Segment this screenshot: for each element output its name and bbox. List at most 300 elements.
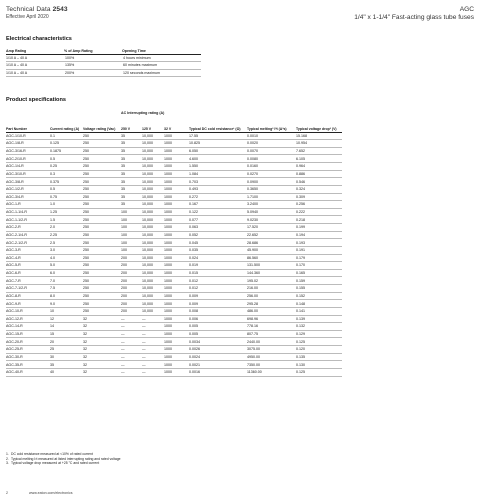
- table-cell: 250: [83, 193, 121, 201]
- table-cell: 1000: [164, 132, 189, 140]
- table-cell: 10,000: [142, 300, 164, 308]
- footnote-text: Typical voltage drop measured at +25 °C and rated current: [11, 461, 100, 466]
- table-cell: 0.0010: [247, 132, 296, 140]
- column-header: Opening Time: [122, 48, 201, 54]
- table-cell: 1000: [164, 224, 189, 232]
- table-cell: 295.28: [247, 300, 296, 308]
- table-cell: 0.125: [50, 140, 83, 148]
- table-cell: 216.00: [247, 285, 296, 293]
- table-cell: 10,000: [142, 140, 164, 148]
- table-cell: —: [142, 353, 164, 361]
- column-header: 32 V: [164, 117, 189, 132]
- table-cell: 0.222: [296, 208, 342, 216]
- table-cell: 0.886: [296, 170, 342, 178]
- table-cell: AGC-2-1/4-R: [6, 231, 50, 239]
- table-cell: 250: [83, 254, 121, 262]
- table-cell: 0.006: [189, 315, 247, 323]
- table-row: [6, 163, 342, 171]
- table-cell: 35: [121, 155, 142, 163]
- table-cell: AGC-25-R: [6, 346, 50, 354]
- table-cell: 15: [50, 330, 83, 338]
- table-cell: 1000: [164, 323, 189, 331]
- table-cell: 0.0021: [189, 361, 247, 369]
- table-cell: 0.0160: [247, 163, 296, 171]
- table-cell: 0.170: [296, 262, 342, 270]
- table-cell: 3.0: [50, 246, 83, 254]
- table-cell: AGC-8-R: [6, 292, 50, 300]
- page-header: [6, 6, 474, 26]
- table-cell: AGC-7-R: [6, 277, 50, 285]
- table-cell: AGC-1-1/4-R: [6, 208, 50, 216]
- table-row: [6, 231, 342, 239]
- table-cell: 1000: [164, 361, 189, 369]
- table-cell: AGC-14-R: [6, 323, 50, 331]
- table-cell: 0.309: [296, 193, 342, 201]
- table-row: [6, 323, 342, 331]
- table-cell: 22.652: [247, 231, 296, 239]
- table-cell: 200: [121, 307, 142, 315]
- product-table: [6, 117, 342, 377]
- table-cell: 250: [83, 147, 121, 155]
- table-cell: 32: [83, 361, 121, 369]
- table-cell: 35: [121, 140, 142, 148]
- table-cell: 1000: [164, 155, 189, 163]
- table-cell: AGC-4-R: [6, 254, 50, 262]
- table-cell: 250: [83, 292, 121, 300]
- table-cell: 10,000: [142, 262, 164, 270]
- table-cell: 1/10 A – 40 A: [6, 69, 64, 77]
- table-cell: 0.063: [189, 224, 247, 232]
- table-cell: AGC-2/10-R: [6, 155, 50, 163]
- table-cell: 0.25: [50, 163, 83, 171]
- table-cell: —: [121, 315, 142, 323]
- product-description: 1/4" x 1-1/4" Fast-acting glass tube fuses: [354, 14, 474, 21]
- table-cell: AGC-30-R: [6, 353, 50, 361]
- table-cell: 10,000: [142, 193, 164, 201]
- product-family: AGC: [459, 6, 474, 13]
- table-cell: 7.652: [296, 147, 342, 155]
- table-cell: 4.0: [50, 254, 83, 262]
- table-cell: 0.1875: [50, 147, 83, 155]
- table-cell: 250: [83, 208, 121, 216]
- table-row: [6, 246, 342, 254]
- table-cell: 0.009: [189, 292, 247, 300]
- table-cell: 25: [50, 346, 83, 354]
- table-cell: AGC-3-R: [6, 246, 50, 254]
- ac-interrupting-caption: AC Interrupting rating (A): [121, 111, 165, 115]
- table-row: [6, 338, 342, 346]
- table-cell: 32: [83, 330, 121, 338]
- table-row: [6, 307, 342, 315]
- table-cell: 0.167: [189, 201, 247, 209]
- table-cell: 5.0: [50, 262, 83, 270]
- table-cell: 1000: [164, 346, 189, 354]
- table-cell: 0.139: [296, 315, 342, 323]
- table-cell: —: [142, 338, 164, 346]
- table-cell: 10,000: [142, 292, 164, 300]
- product-table-body: [6, 132, 342, 376]
- table-cell: 200: [121, 292, 142, 300]
- table-cell: 35: [121, 201, 142, 209]
- table-cell: 250: [83, 155, 121, 163]
- table-cell: 6.105: [296, 155, 342, 163]
- column-header: Typical melting² I²t (A²s): [247, 117, 296, 132]
- table-cell: 1000: [164, 285, 189, 293]
- table-cell: 0.077: [189, 216, 247, 224]
- electrical-table-body: [6, 54, 201, 77]
- column-header: 250 V: [121, 117, 142, 132]
- table-cell: AGC-1/10-R: [6, 132, 50, 140]
- table-cell: 250: [83, 132, 121, 140]
- title-number: 2543: [52, 6, 68, 13]
- table-cell: 10,000: [142, 163, 164, 171]
- table-cell: 10,000: [142, 178, 164, 186]
- table-cell: 11360.00: [247, 368, 296, 376]
- table-cell: 32: [83, 315, 121, 323]
- table-cell: 0.165: [296, 269, 342, 277]
- footnotes: [6, 452, 121, 466]
- table-cell: 200: [121, 262, 142, 270]
- table-cell: 35: [121, 185, 142, 193]
- table-cell: 10,000: [142, 239, 164, 247]
- header-right: [354, 6, 474, 21]
- table-cell: 486.00: [247, 307, 296, 315]
- table-cell: 1000: [164, 277, 189, 285]
- table-row: [6, 269, 342, 277]
- table-cell: 0.148: [296, 300, 342, 308]
- table-cell: 0.272: [189, 193, 247, 201]
- table-row: [6, 285, 342, 293]
- table-cell: 1.084: [189, 170, 247, 178]
- table-cell: 1000: [164, 368, 189, 376]
- table-cell: 250: [83, 285, 121, 293]
- table-cell: 250: [83, 163, 121, 171]
- table-cell: 0.3650: [247, 185, 296, 193]
- column-header: 125 V: [142, 117, 164, 132]
- table-cell: 1000: [164, 170, 189, 178]
- table-cell: 2440.00: [247, 338, 296, 346]
- table-cell: AGC-1-R: [6, 201, 50, 209]
- table-cell: 1.0: [50, 201, 83, 209]
- table-cell: 9.0230: [247, 216, 296, 224]
- electrical-table: [6, 48, 201, 77]
- table-cell: 200%: [64, 69, 122, 77]
- table-row: [6, 300, 342, 308]
- table-cell: 28.686: [247, 239, 296, 247]
- table-cell: 0.035: [189, 246, 247, 254]
- table-cell: 40: [50, 368, 83, 376]
- table-row: [6, 140, 342, 148]
- table-cell: 0.008: [189, 307, 247, 315]
- table-cell: 35: [50, 361, 83, 369]
- table-cell: 35: [121, 132, 142, 140]
- table-cell: 0.0016: [189, 368, 247, 376]
- table-cell: 10,000: [142, 185, 164, 193]
- table-cell: AGC-6-R: [6, 269, 50, 277]
- table-cell: —: [121, 353, 142, 361]
- table-cell: AGC-10-R: [6, 307, 50, 315]
- table-cell: 250: [83, 300, 121, 308]
- table-cell: —: [142, 346, 164, 354]
- table-cell: 1.5: [50, 216, 83, 224]
- table-cell: 1000: [164, 254, 189, 262]
- table-cell: 1000: [164, 140, 189, 148]
- table-row: [6, 254, 342, 262]
- table-cell: 12: [50, 315, 83, 323]
- table-cell: AGC-2-1/2-R: [6, 239, 50, 247]
- table-cell: 10: [50, 307, 83, 315]
- table-cell: 0.0070: [247, 147, 296, 155]
- table-cell: 4950.00: [247, 353, 296, 361]
- table-row: [6, 346, 342, 354]
- table-row: [6, 155, 342, 163]
- column-header: Part Number: [6, 117, 50, 132]
- table-cell: AGC-3/10-R: [6, 170, 50, 178]
- table-cell: 698.96: [247, 315, 296, 323]
- title-prefix: Technical Data: [6, 6, 51, 13]
- table-cell: 100: [121, 246, 142, 254]
- table-cell: 0.375: [50, 178, 83, 186]
- table-cell: 4.600: [189, 155, 247, 163]
- table-cell: AGC-1/2-R: [6, 185, 50, 193]
- table-cell: 0.0034: [189, 338, 247, 346]
- table-row: [6, 62, 201, 70]
- table-cell: 1000: [164, 353, 189, 361]
- table-cell: 32: [83, 323, 121, 331]
- table-cell: —: [121, 323, 142, 331]
- table-row: [6, 353, 342, 361]
- table-row: [6, 216, 342, 224]
- table-cell: 10,000: [142, 307, 164, 315]
- table-cell: 1000: [164, 307, 189, 315]
- table-cell: 0.141: [296, 307, 342, 315]
- table-cell: 6.050: [189, 147, 247, 155]
- table-cell: 200: [121, 285, 142, 293]
- table-cell: 0.493: [189, 185, 247, 193]
- table-cell: 2.25: [50, 231, 83, 239]
- table-cell: 1000: [164, 269, 189, 277]
- table-cell: 35: [121, 193, 142, 201]
- table-cell: 0.015: [189, 269, 247, 277]
- table-row: [6, 368, 342, 376]
- table-cell: 1000: [164, 239, 189, 247]
- table-cell: 30: [50, 353, 83, 361]
- footnote-number: 2.: [6, 456, 9, 461]
- table-cell: AGC-40-R: [6, 368, 50, 376]
- table-row: [6, 224, 342, 232]
- table-cell: —: [142, 330, 164, 338]
- table-cell: 1000: [164, 185, 189, 193]
- table-cell: 0.135: [296, 353, 342, 361]
- footnote-number: 3.: [6, 461, 9, 466]
- table-cell: 14: [50, 323, 83, 331]
- table-cell: AGC-3/8-R: [6, 178, 50, 186]
- table-cell: 1000: [164, 208, 189, 216]
- table-row: [6, 361, 342, 369]
- table-cell: 7.5: [50, 285, 83, 293]
- table-cell: 250: [83, 307, 121, 315]
- table-cell: 1.7100: [247, 193, 296, 201]
- table-cell: AGC-20-R: [6, 338, 50, 346]
- table-cell: 0.125: [296, 338, 342, 346]
- table-cell: 10,000: [142, 132, 164, 140]
- electrical-section-title: Electrical characteristics: [6, 36, 72, 42]
- table-cell: 1000: [164, 147, 189, 155]
- column-header: Current rating (A): [50, 117, 83, 132]
- table-cell: 0.159: [296, 277, 342, 285]
- table-cell: 32: [83, 338, 121, 346]
- table-cell: 250: [83, 216, 121, 224]
- table-cell: 144.360: [247, 269, 296, 277]
- table-cell: —: [121, 361, 142, 369]
- table-cell: 10,000: [142, 277, 164, 285]
- column-header: Voltage rating (Vac): [83, 117, 121, 132]
- table-cell: 256.00: [247, 292, 296, 300]
- table-cell: 32: [83, 368, 121, 376]
- table-cell: 1000: [164, 193, 189, 201]
- table-cell: 1000: [164, 292, 189, 300]
- table-cell: 1000: [164, 178, 189, 186]
- product-section-title: Product specifications: [6, 97, 66, 103]
- table-cell: —: [142, 323, 164, 331]
- table-row: [6, 277, 342, 285]
- table-cell: 120 seconds maximum: [122, 69, 201, 77]
- page-number: 2: [6, 491, 8, 495]
- effective-date: Effective April 2020: [6, 14, 49, 20]
- table-cell: 10,000: [142, 216, 164, 224]
- table-row: [6, 208, 342, 216]
- table-cell: AGC-3/16-R: [6, 147, 50, 155]
- table-cell: 0.152: [296, 292, 342, 300]
- table-cell: 7350.00: [247, 361, 296, 369]
- table-cell: 32: [83, 353, 121, 361]
- table-cell: 10,000: [142, 254, 164, 262]
- table-cell: 6.0: [50, 269, 83, 277]
- table-cell: 0.012: [189, 277, 247, 285]
- table-cell: 250: [83, 185, 121, 193]
- table-cell: AGC-3/4-R: [6, 193, 50, 201]
- table-cell: 0.129: [296, 330, 342, 338]
- table-cell: 17.55: [189, 132, 247, 140]
- table-cell: AGC-2-R: [6, 224, 50, 232]
- table-row: [6, 292, 342, 300]
- table-cell: 10,000: [142, 147, 164, 155]
- table-cell: 250: [83, 277, 121, 285]
- table-cell: 60 minutes maximum: [122, 62, 201, 70]
- table-cell: 2.0: [50, 224, 83, 232]
- table-cell: 0.132: [296, 323, 342, 331]
- table-cell: 0.218: [296, 216, 342, 224]
- table-cell: 0.75: [50, 193, 83, 201]
- table-cell: 10,000: [142, 155, 164, 163]
- table-cell: 1000: [164, 163, 189, 171]
- table-cell: 10,000: [142, 208, 164, 216]
- table-cell: 0.0026: [189, 346, 247, 354]
- column-header: Typical DC cold resistance¹ (Ω): [189, 117, 247, 132]
- table-cell: 100: [121, 208, 142, 216]
- table-cell: 0.191: [296, 246, 342, 254]
- table-cell: 0.130: [296, 361, 342, 369]
- table-cell: 9.0: [50, 300, 83, 308]
- table-cell: 1.550: [189, 163, 247, 171]
- table-cell: 100: [121, 216, 142, 224]
- table-cell: 0.5: [50, 185, 83, 193]
- table-cell: 0.005: [189, 323, 247, 331]
- table-cell: 250: [83, 231, 121, 239]
- table-cell: 35: [121, 178, 142, 186]
- table-cell: 1000: [164, 300, 189, 308]
- table-cell: 1.25: [50, 208, 83, 216]
- table-cell: 0.0900: [247, 178, 296, 186]
- column-header: % of Amp Rating: [64, 48, 122, 54]
- footnote-text: DC cold resistance measured at <10% of rated current: [11, 452, 93, 456]
- table-cell: 5.0940: [247, 208, 296, 216]
- table-cell: 0.703: [189, 178, 247, 186]
- table-cell: —: [142, 361, 164, 369]
- table-cell: 35: [121, 163, 142, 171]
- header-left: [6, 6, 68, 20]
- table-row: [6, 239, 342, 247]
- table-cell: 0.045: [189, 239, 247, 247]
- table-cell: 0.193: [296, 239, 342, 247]
- table-cell: 0.120: [296, 346, 342, 354]
- table-cell: 100: [121, 239, 142, 247]
- table-cell: 3075.00: [247, 346, 296, 354]
- table-cell: 10,000: [142, 224, 164, 232]
- table-cell: 1/10 A – 40 A: [6, 54, 64, 62]
- table-cell: 3.2400: [247, 201, 296, 209]
- table-cell: 250: [83, 178, 121, 186]
- table-cell: 0.122: [189, 208, 247, 216]
- table-row: [6, 315, 342, 323]
- table-row: [6, 69, 201, 77]
- table-cell: 0.0270: [247, 170, 296, 178]
- table-row: [6, 147, 342, 155]
- table-cell: 15.168: [296, 132, 342, 140]
- table-row: [6, 330, 342, 338]
- table-cell: —: [142, 368, 164, 376]
- table-cell: 0.0020: [247, 140, 296, 148]
- table-cell: 0.546: [296, 178, 342, 186]
- table-cell: AGC-1/8-R: [6, 140, 50, 148]
- column-header: Amp Rating: [6, 48, 64, 54]
- table-row: [6, 170, 342, 178]
- table-cell: 100: [121, 231, 142, 239]
- table-cell: AGC-7-1/2-R: [6, 285, 50, 293]
- table-cell: 20: [50, 338, 83, 346]
- table-cell: 86.560: [247, 254, 296, 262]
- table-cell: 10,000: [142, 231, 164, 239]
- table-cell: 1000: [164, 262, 189, 270]
- table-cell: 35: [121, 170, 142, 178]
- table-row: [6, 132, 342, 140]
- table-cell: 0.0024: [189, 353, 247, 361]
- table-cell: 0.024: [189, 254, 247, 262]
- table-cell: 100: [121, 224, 142, 232]
- table-cell: 0.179: [296, 254, 342, 262]
- table-cell: AGC-35-R: [6, 361, 50, 369]
- table-cell: 250: [83, 246, 121, 254]
- document-title: [6, 6, 68, 13]
- table-cell: 0.005: [189, 330, 247, 338]
- website-url: www.eaton.com/electronics: [29, 491, 73, 495]
- table-cell: 135%: [64, 62, 122, 70]
- table-cell: 250: [83, 201, 121, 209]
- table-cell: 250: [83, 239, 121, 247]
- table-cell: 0.256: [296, 201, 342, 209]
- table-cell: 10,000: [142, 285, 164, 293]
- table-cell: 0.052: [189, 231, 247, 239]
